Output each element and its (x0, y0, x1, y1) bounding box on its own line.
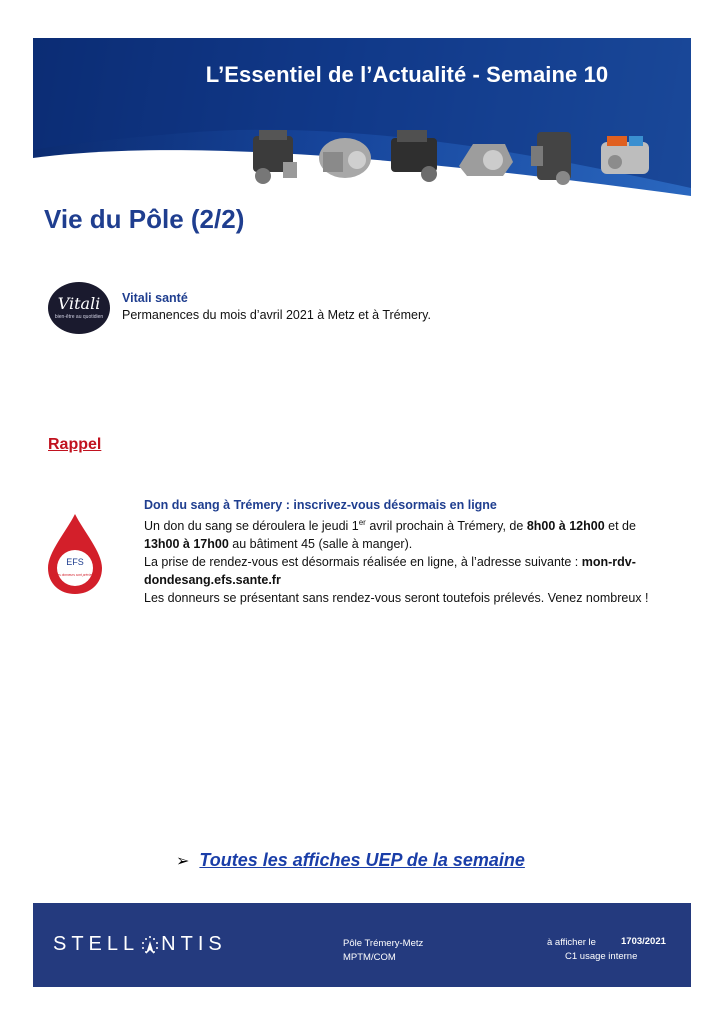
vitali-title: Vitali santé (122, 291, 188, 305)
newsletter-title: L’Essentiel de l’Actualité - Semaine 10 (205, 62, 609, 87)
don-text-sup: er (358, 518, 366, 527)
efs-logo-sub: Ces donneurs sont précieux (55, 573, 95, 577)
efs-logo-text: EFS (66, 557, 84, 567)
brand-text-left: STELL (53, 933, 140, 955)
footer-dept: MPTM/COM (343, 952, 396, 963)
don-du-sang-item (144, 496, 664, 607)
footer-date: 1703/2021 (621, 936, 666, 947)
brand-text-right: NTIS (161, 933, 227, 955)
don-title: Don du sang à Trémery : inscrivez-vous désormais en ligne (144, 498, 497, 512)
vitali-logo-word: Vitali (57, 294, 101, 313)
affiches-link[interactable]: Toutes les affiches UEP de la semaine (199, 850, 525, 870)
rappel-heading: Rappel (48, 436, 102, 453)
don-paragraph-1 (144, 514, 664, 553)
don-time-morning: 8h00 à 12h00 (526, 519, 605, 534)
vitali-logo (48, 282, 110, 334)
don-paragraph-3: Les donneurs se présentant sans rendez-vous seront toutefois prélevés. Venez nombreux ! (144, 591, 649, 606)
efs-blood-drop-logo (44, 512, 106, 596)
engine-image-3 (383, 122, 447, 192)
vitali-logo-sub: bien-être au quotidien (54, 314, 104, 320)
engine-image-5 (523, 122, 587, 192)
footer-classification: C1 usage interne (565, 951, 638, 962)
vitali-body: Permanences du mois d’avril 2021 à Metz et à Trémery. (122, 308, 431, 322)
don-url[interactable]: mon-rdv-dondesang.efs.sante.fr (144, 555, 636, 588)
don-text-b: avril prochain à Trémery, de (365, 519, 527, 534)
stellantis-logo (53, 933, 227, 956)
footer-site-info (343, 937, 423, 965)
affiches-link-row (176, 850, 525, 871)
stellantis-star-icon (139, 934, 161, 956)
footer-display-label: à afficher le (547, 937, 596, 948)
don-text-a: Un don du sang se déroulera le jeudi 1 (144, 519, 359, 534)
footer-site: Pôle Trémery-Metz (343, 938, 424, 949)
don-text-e: La prise de rendez-vous est désormais réalisée en ligne, à l’adresse suivante : (144, 555, 582, 570)
header-banner (33, 38, 691, 200)
engine-image-2 (313, 122, 377, 192)
don-text-d: au bâtiment 45 (salle à manger). (228, 537, 413, 552)
section-title: Vie du Pôle (2/2) (44, 204, 245, 234)
engine-images (243, 116, 663, 198)
engine-image-6 (593, 122, 657, 192)
engine-image-4 (453, 122, 517, 192)
don-text-c: et de (604, 519, 636, 534)
vitali-item (122, 290, 431, 324)
arrow-bullet-icon: ➢ (176, 853, 190, 870)
footer-bar (33, 903, 691, 987)
don-time-afternoon: 13h00 à 17h00 (144, 537, 229, 552)
don-paragraph-2 (144, 553, 664, 589)
engine-image-1 (243, 122, 307, 192)
